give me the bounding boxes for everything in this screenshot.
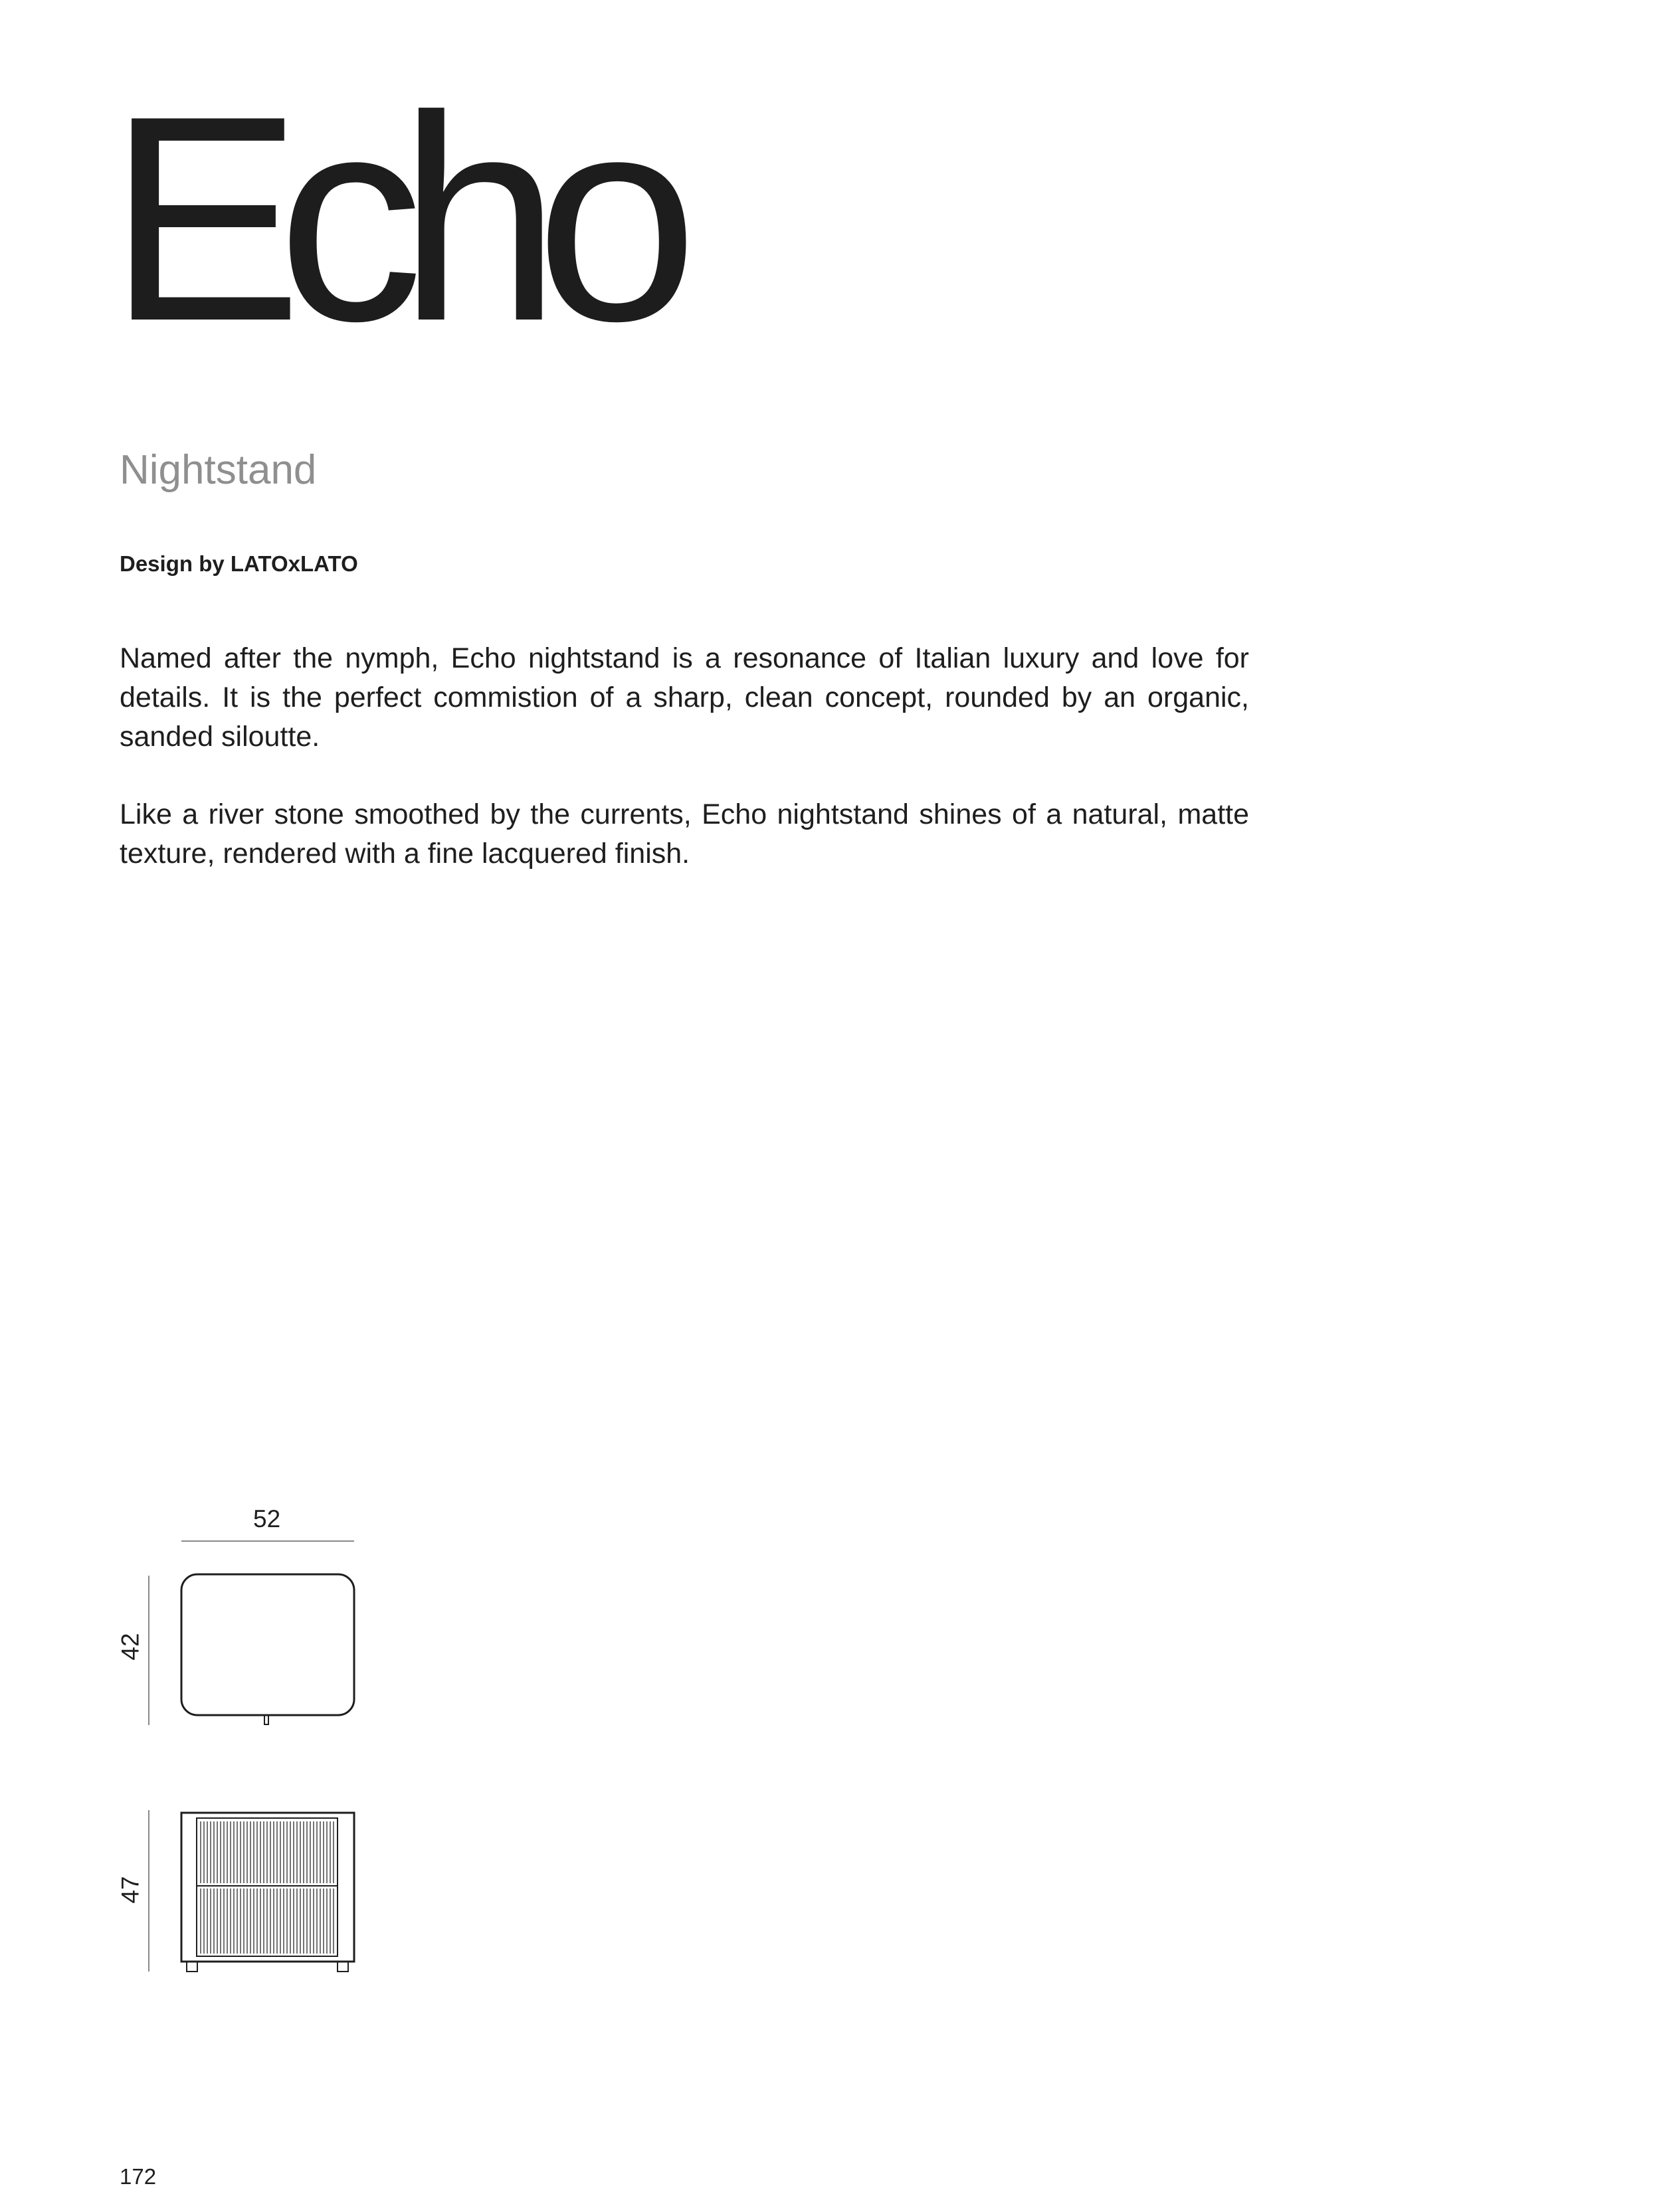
description-paragraph-2: Like a river stone smoothed by the currents, Echo nightstand shines of a natural, matte texture, rendered with a fine lacquered finish. [120,798,1249,870]
front-view-foot-right [338,1962,348,1972]
description-paragraph-1: Named after the nymph, Echo nightstand is a resonance of Italian luxury and love for details. It is the perfect commistion of a sharp, clean concept, rounded by an organic, sanded siloutte. [120,642,1249,753]
depth-label: 42 [116,1633,144,1661]
top-view-outline [181,1574,354,1715]
width-label: 52 [253,1505,281,1532]
product-title: Echo [108,56,673,382]
product-type: Nightstand [120,447,317,493]
top-view-tab [264,1715,268,1724]
designer-credit: Design by LATOxLATO [120,551,358,576]
height-label: 47 [116,1876,144,1904]
page-number: 172 [120,2164,157,2189]
front-view-ribbing [201,1821,334,1954]
front-view-foot-left [187,1962,197,1972]
